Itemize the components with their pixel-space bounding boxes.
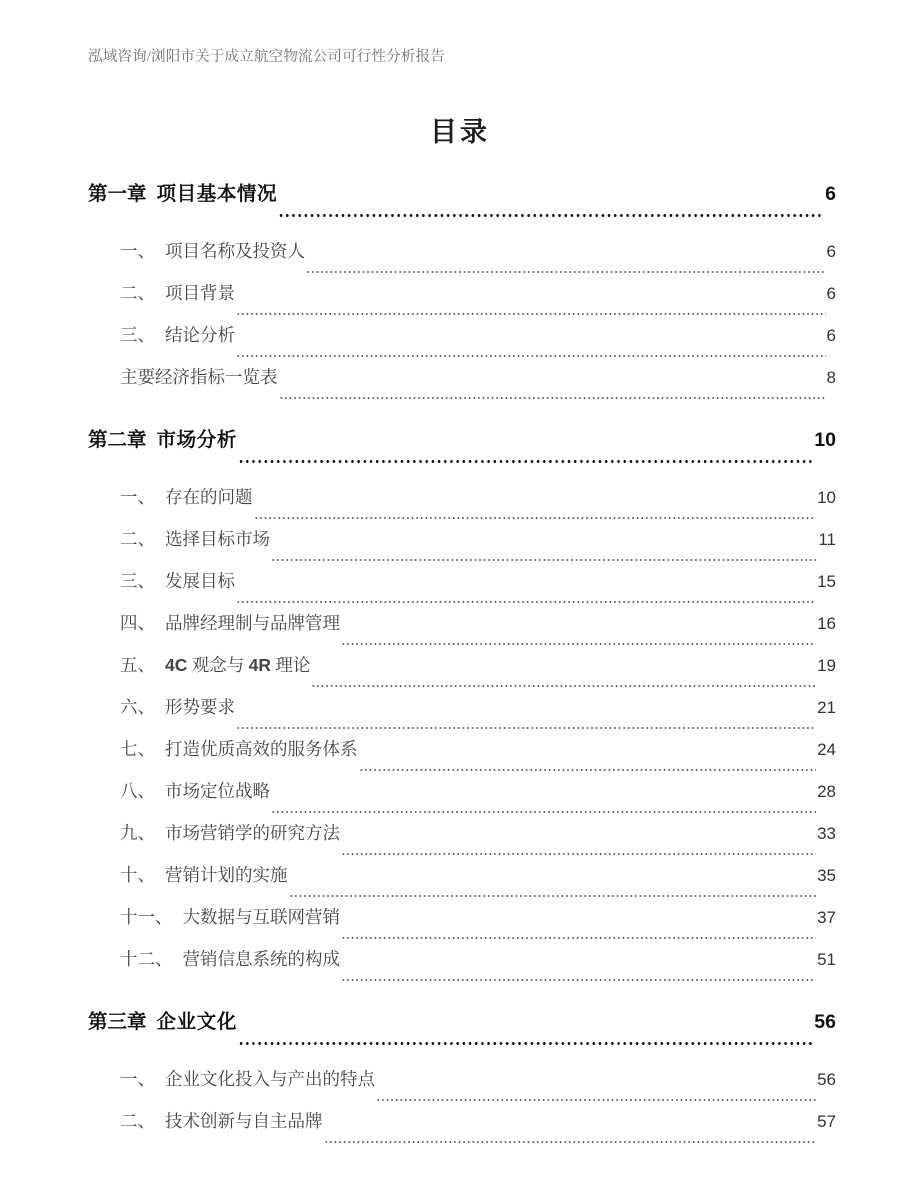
- toc-page-number: 24: [817, 740, 836, 759]
- toc-page-number: 8: [826, 368, 836, 387]
- toc-entry-number: 九、: [120, 823, 155, 843]
- toc-entry-title: 营销计划的实施: [165, 865, 288, 885]
- toc-page-number: 35: [817, 866, 836, 885]
- toc-entry-number: 二、: [120, 283, 155, 303]
- toc-entry-title: 发展目标: [165, 571, 235, 591]
- toc-entry-title: 企业文化: [156, 1012, 237, 1033]
- toc-entry-title: 技术创新与自主品牌: [165, 1111, 323, 1131]
- toc-page-number: 16: [817, 614, 836, 633]
- toc-entry-row[interactable]: [88, 568, 836, 610]
- toc-entry-row[interactable]: [88, 946, 836, 988]
- toc-entry-title: 结论分析: [165, 325, 235, 345]
- toc-chapter-row[interactable]: [88, 424, 836, 470]
- toc-page-number: 10: [817, 488, 836, 507]
- dot-leader: [236, 723, 816, 733]
- toc-entry-number: 三、: [120, 325, 155, 345]
- toc-entry-row[interactable]: [88, 862, 836, 904]
- toc-entry-number: 二、: [120, 1111, 155, 1131]
- dot-leader: [271, 807, 816, 817]
- dot-leader: [238, 456, 813, 467]
- toc-page-number: 56: [817, 1070, 836, 1089]
- toc-entry-number: 第三章: [88, 1012, 147, 1033]
- toc-entry-number: 十一、: [120, 907, 173, 927]
- dot-leader: [311, 681, 816, 691]
- dot-leader: [236, 309, 826, 319]
- page-title: 目录: [430, 117, 490, 147]
- toc-entry-row[interactable]: [88, 280, 836, 322]
- toc-entry-title: 选择目标市场: [165, 529, 270, 549]
- toc-entry-title: 打造优质高效的服务体系: [165, 739, 358, 759]
- dot-leader: [341, 933, 816, 943]
- toc-entry-number: 八、: [120, 781, 155, 801]
- toc-entry-title: 形势要求: [165, 697, 235, 717]
- toc-entry-title: 项目名称及投资人: [165, 241, 305, 261]
- toc-entry-title: 项目基本情况: [156, 184, 278, 205]
- dot-leader: [271, 555, 817, 565]
- toc-page-number: 57: [817, 1112, 836, 1131]
- toc-entry-row[interactable]: [88, 694, 836, 736]
- toc-entry-number: 一、: [120, 241, 155, 261]
- toc-entry-title: 企业文化投入与产出的特点: [165, 1069, 375, 1089]
- toc-entry-title: 项目背景: [165, 283, 235, 303]
- toc-entry-number: 二、: [120, 529, 155, 549]
- dot-leader: [236, 597, 816, 607]
- toc-entry-title: 存在的问题: [165, 487, 253, 507]
- dot-leader: [278, 210, 824, 221]
- toc-entry-title: 主要经济指标一览表: [120, 367, 278, 387]
- toc-entry-title: 大数据与互联网营销: [182, 907, 340, 927]
- toc-entry-number: 第一章: [88, 184, 147, 205]
- dot-leader: [359, 765, 817, 775]
- toc-page-number: 37: [817, 908, 836, 927]
- toc-page-number: 19: [817, 656, 836, 675]
- toc-entry-row[interactable]: [88, 904, 836, 946]
- dot-leader: [341, 975, 816, 985]
- toc-entry-number: 一、: [120, 1069, 155, 1089]
- dot-leader: [236, 351, 826, 361]
- toc-entry-number: 一、: [120, 487, 155, 507]
- toc-entry-title: 4C 观念与 4R 理论: [165, 655, 311, 675]
- dot-leader: [341, 639, 816, 649]
- toc-entry-title: 品牌经理制与品牌管理: [165, 613, 340, 633]
- toc-page-number: 15: [817, 572, 836, 591]
- toc-chapter-row[interactable]: [88, 178, 836, 224]
- dot-leader: [376, 1095, 816, 1105]
- toc-entry-row[interactable]: [88, 652, 836, 694]
- toc-entry-row[interactable]: [88, 778, 836, 820]
- latin-token: 4C: [165, 655, 188, 675]
- latin-token: 4R: [248, 655, 271, 675]
- toc-entry-row[interactable]: [88, 526, 836, 568]
- toc-page-number: 33: [817, 824, 836, 843]
- dot-leader: [306, 267, 826, 277]
- toc-entry-title: 市场定位战略: [165, 781, 270, 801]
- dot-leader: [324, 1137, 817, 1147]
- toc-entry-number: 第二章: [88, 430, 147, 451]
- toc-entry-row[interactable]: [88, 238, 836, 280]
- toc-entry-number: 十二、: [120, 949, 173, 969]
- toc-entry-row[interactable]: [88, 484, 836, 526]
- toc-entry-title: 营销信息系统的构成: [182, 949, 340, 969]
- dot-leader: [254, 513, 817, 523]
- toc-entry-title: 市场分析: [156, 430, 237, 451]
- toc-page-number: 6: [826, 242, 836, 261]
- toc-entry-number: 三、: [120, 571, 155, 591]
- toc-page-number: 6: [826, 284, 836, 303]
- dot-leader: [289, 891, 817, 901]
- toc-entry-row[interactable]: [88, 820, 836, 862]
- dot-leader: [238, 1038, 813, 1049]
- toc-chapter-row[interactable]: [88, 1006, 836, 1052]
- toc-entry-number: 六、: [120, 697, 155, 717]
- toc-page-number: 28: [817, 782, 836, 801]
- toc-entry-number: 七、: [120, 739, 155, 759]
- table-of-contents: [88, 178, 836, 1150]
- toc-entry-number: 四、: [120, 613, 155, 633]
- toc-entry-row[interactable]: [88, 1066, 836, 1108]
- toc-page-number: 6: [826, 326, 836, 345]
- toc-entry-number: 五、: [120, 655, 155, 675]
- toc-entry-title: 市场营销学的研究方法: [165, 823, 340, 843]
- toc-page-number: 6: [825, 183, 836, 205]
- dot-leader: [341, 849, 816, 859]
- toc-page-number: 10: [814, 429, 836, 451]
- toc-page-number: 51: [817, 950, 836, 969]
- toc-entry-row[interactable]: [88, 1108, 836, 1150]
- toc-entry-row[interactable]: [88, 610, 836, 652]
- toc-entry-row[interactable]: [88, 322, 836, 364]
- toc-page-number: 21: [817, 698, 836, 717]
- running-header: 泓域咨询/浏阳市关于成立航空物流公司可行性分析报告: [88, 49, 446, 65]
- dot-leader: [279, 393, 826, 403]
- toc-page-number: 11: [818, 530, 836, 549]
- toc-entry-row[interactable]: [88, 364, 836, 406]
- toc-entry-row[interactable]: [88, 736, 836, 778]
- toc-entry-number: 十、: [120, 865, 155, 885]
- toc-page-number: 56: [814, 1011, 836, 1033]
